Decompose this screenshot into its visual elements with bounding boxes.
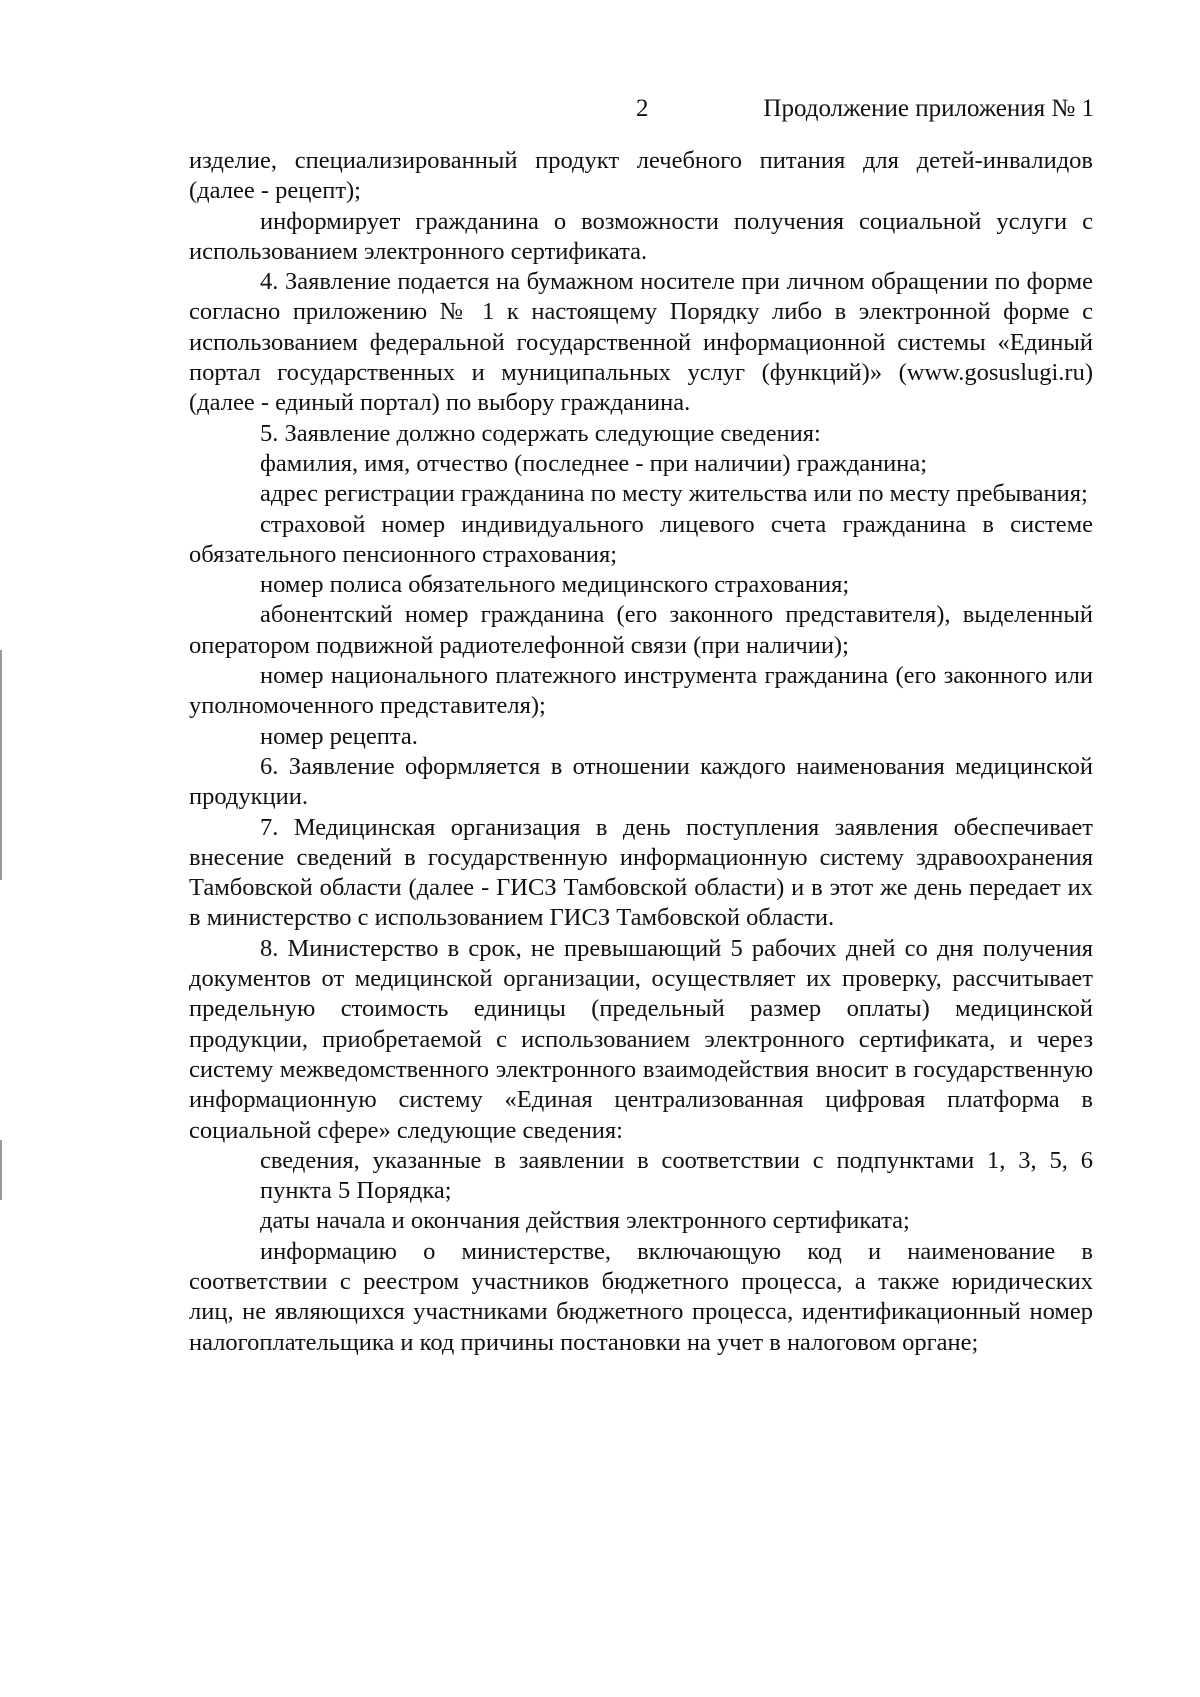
paragraph-clause-6: 6. Заявление оформляется в отношении каждого наименования медицинской продукции. — [189, 752, 1093, 811]
paragraph-clause-5: 5. Заявление должно содержать следующие сведения: — [260, 419, 821, 447]
scan-edge-mark — [0, 650, 2, 880]
list-item: информацию о министерстве, включающую код и наименование в соответствии с реестром участников бюджетного процесса, а также юридических лиц, не являющихся участниками бюджетного процесса, идентификационный номер налогоплательщика и код причины постановки на учет в налоговом органе; — [189, 1237, 1093, 1356]
paragraph-clause-7: 7. Медицинская организация в день поступления заявления обеспечивает внесение сведений в государственную информационную систему здравоохранения Тамбовской области (далее - ГИСЗ Тамбовской области) и в этот же день передает их в министерство с использованием ГИСЗ Тамбовской области. — [189, 813, 1093, 932]
list-item: фамилия, имя, отчество (последнее - при наличии) гражданина; — [260, 449, 928, 477]
paragraph-clause-4: 4. Заявление подается на бумажном носителе при личном обращении по форме согласно приложению № 1 к настоящему Порядку либо в электронной форме с использованием федеральной государственной информационной системы «Единый портал государственных и муниципальных услуг (функций)» (www.gosuslugi.ru) (далее - единый портал) по выбору гражданина. — [189, 268, 1093, 417]
list-item: абонентский номер гражданина (его законного представителя), выделенный оператором подвижной радиотелефонной связи (при наличии); — [189, 601, 1093, 659]
list-item: номер полиса обязательного медицинского страхования; — [260, 571, 850, 599]
page-number: 2 — [636, 95, 649, 122]
paragraph: информирует гражданина о возможности получения социальной услуги с использованием электронного сертификата. — [189, 207, 1093, 265]
list-item: сведения, указанные в заявлении в соответствии с подпунктами 1, 3, 5, 6 пункта 5 Порядка; — [260, 1146, 1093, 1205]
document-body — [189, 146, 1093, 1358]
list-item: страховой номер индивидуального лицевого счета гражданина в системе обязательного пенсионного страхования; — [189, 510, 1093, 568]
list-item: адрес регистрации гражданина по месту жительства или по месту пребывания; — [260, 480, 1088, 508]
paragraph: изделие, специализированный продукт лечебного питания для детей-инвалидов (далее - рецепт); — [189, 147, 1093, 205]
list-item: номер национального платежного инструмента гражданина (его законного или уполномоченного представителя); — [189, 662, 1093, 720]
list-item: даты начала и окончания действия электронного сертификата; — [260, 1207, 910, 1235]
appendix-continuation-note: Продолжение приложения № 1 — [763, 95, 1094, 122]
scan-edge-mark — [0, 1140, 2, 1200]
paragraph-clause-8: 8. Министерство в срок, не превышающий 5 рабочих дней со дня получения документов от медицинской организации, осуществляет их проверку, рассчитывает предельную стоимость единицы (предельный размер оплаты) медицинской продукции, приобретаемой с использованием электронного сертификата, и через систему межведомственного электронного взаимодействия вносит в государственную информационную систему «Единая централизованная цифровая платформа в социальной сфере» следующие сведения: — [189, 934, 1093, 1144]
list-item: номер рецепта. — [260, 722, 418, 750]
